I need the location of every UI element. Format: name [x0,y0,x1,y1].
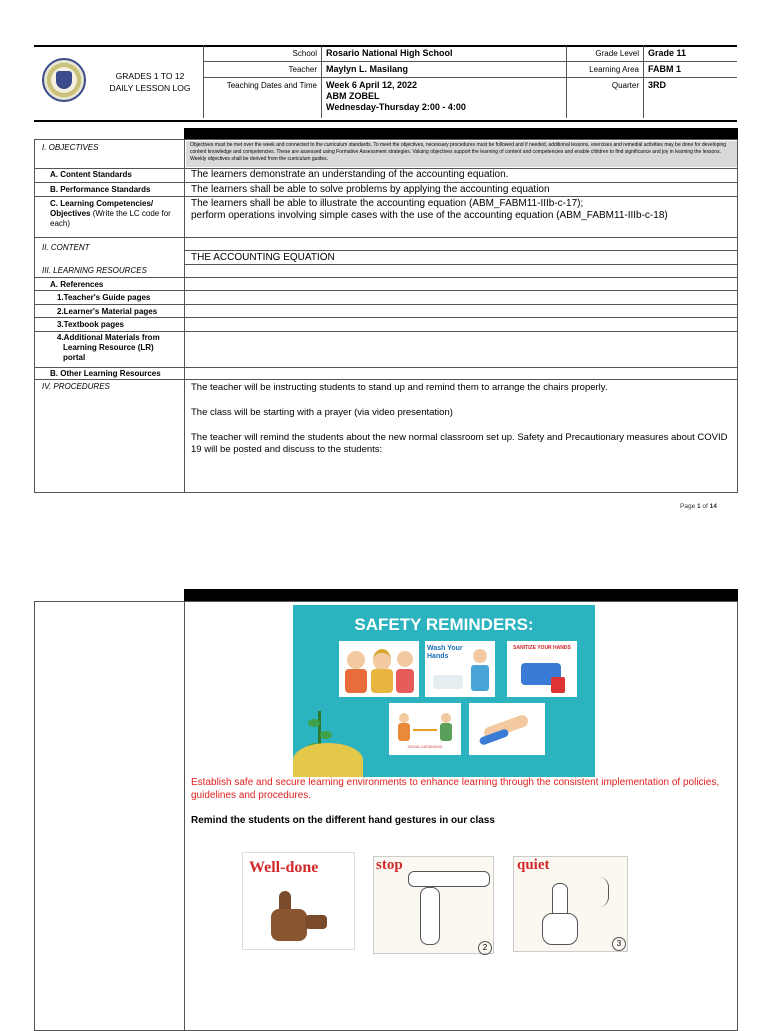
page2-black-bar [184,589,738,601]
page-total: 14 [709,503,717,510]
procedures-heading: IV. PROCEDURES [42,382,110,391]
school-value: Rosario National High School [326,48,453,58]
lc-value-2: perform operations involving simple cases with the use of the accounting equation (ABM_FABM11-IIIb-c-18) [191,210,668,221]
quarter-value: 3RD [648,80,667,90]
teacher-label: Teacher [288,65,317,74]
gesture-stop [373,856,494,954]
references-label: A. References [50,280,104,289]
procedure-2: The class will be starting with a prayer (via video presentation) [191,407,453,418]
dates-label: Teaching Dates and Time [226,81,317,90]
well-done-label: Well-done [249,859,319,876]
page-number [680,503,717,510]
performance-standards-value: The learners shall be able to solve problems by applying the accounting equation [191,184,550,195]
stop-hand-icon [408,871,490,887]
wash-hands-card [425,641,495,697]
procedure-1: The teacher will be instructing students to stand up and remind them to arrange the chairs properly. [191,382,608,393]
dates-week: Week 6 April 12, 2022 [326,80,418,90]
poster-title: SAFETY REMINDERS: [354,615,534,634]
additional-materials-line-3: portal [63,353,86,362]
safety-statement: Establish safe and secure learning environments to enhance learning through the consistent implementation of policies, guidelines and procedures. [191,777,720,801]
stop-label: stop [376,857,403,873]
learning-competencies-value [191,198,668,222]
learning-area-label: Learning Area [589,65,639,74]
content-value: THE ACCOUNTING EQUATION [191,252,335,263]
hill-shape [293,743,363,777]
grade-level-value: Grade 11 [648,48,687,58]
content-heading: II. CONTENT [42,243,90,252]
content-standards-value: The learners demonstrate an understanding of the accounting equation. [191,169,509,180]
page-current: 1 [697,503,701,510]
hand-gestures-reminder: Remind the students on the different hand gestures in our class [191,815,495,826]
sanitize-card [507,641,577,697]
stop-number: 2 [478,941,492,955]
teachers-guide-label: 1.Teacher's Guide pages [57,293,151,302]
sanitize-text: SANITIZE YOUR HANDS [513,645,571,651]
lesson-log-title [95,70,205,94]
page-of: of [700,503,710,510]
lc-value-1: The learners shall be able to illustrate the accounting equation (ABM_FABM11-IIIb-c-17); [191,198,584,209]
dates-time: Wednesday-Thursday 2:00 - 4:00 [326,102,466,112]
textbook-pages-label: 3.Textbook pages [57,320,124,329]
objectives-heading: I. OBJECTIVES [42,143,99,152]
performance-standards-label: B. Performance Standards [50,185,151,194]
masks-card [339,641,419,697]
additional-materials-line-1: 4.Additional Materials from [57,333,160,342]
grade-level-label: Grade Level [595,49,639,58]
lc-label-1: C. Learning Competencies/ [50,199,154,208]
learning-competencies-label [50,199,182,229]
objectives-note: Objectives must be met over the week and connected to the curriculum standards. To meet the objectives, necessary procedures must be followed and if needed, additional lessons, exercises and remedial activities may be done for developing content knowledge and competencies. These are assessed using Formative Assessment strategies. Valuing objectives support the learning of content and competencies and enable children to find significance and joy in learning the lessons. Weekly objectives shall be derived from the curriculum guides. [186,141,737,167]
quarter-label: Quarter [611,81,639,90]
wash-hands-text: Wash Your Hands [427,645,463,660]
additional-materials-line-2: Learning Resource (LR) [63,343,154,352]
other-resources-label: B. Other Learning Resources [50,369,161,378]
additional-materials-label [57,333,160,363]
page-prefix: Page [680,503,697,510]
lc-label-2: Objectives [50,209,91,218]
quiet-number: 3 [612,937,626,951]
cough-etiquette-card [469,703,545,755]
dates-section: ABM ZOBEL [326,91,380,101]
black-header-bar [184,128,738,139]
content-standards-label: A. Content Standards [50,170,132,179]
quiet-label: quiet [517,857,550,873]
lc-label-3: (Write the LC code for each) [50,209,171,228]
learners-material-label: 2.Learner's Material pages [57,307,158,316]
gesture-quiet [513,856,628,952]
safety-reminders-poster [293,605,595,777]
school-label: School [292,49,317,58]
dates-value [326,80,466,113]
resources-heading: III. LEARNING RESOURCES [42,266,147,275]
title-line-1: GRADES 1 TO 12 [115,71,185,81]
procedure-3: The teacher will remind the students about the new normal classroom set up. Safety and Precautionary measures about COVID 19 will be posted and discuss to the students: [191,432,728,455]
deped-seal-logo [42,58,86,102]
gesture-well-done [242,852,355,950]
social-distancing-card [389,703,461,755]
teacher-value: Maylyn L. Masilang [326,64,409,74]
distancing-text: SOCIAL DISTANCING [407,745,443,749]
learning-area-value: FABM 1 [648,64,682,74]
title-line-2: DAILY LESSON LOG [109,83,191,93]
thumbs-up-icon [265,891,325,945]
